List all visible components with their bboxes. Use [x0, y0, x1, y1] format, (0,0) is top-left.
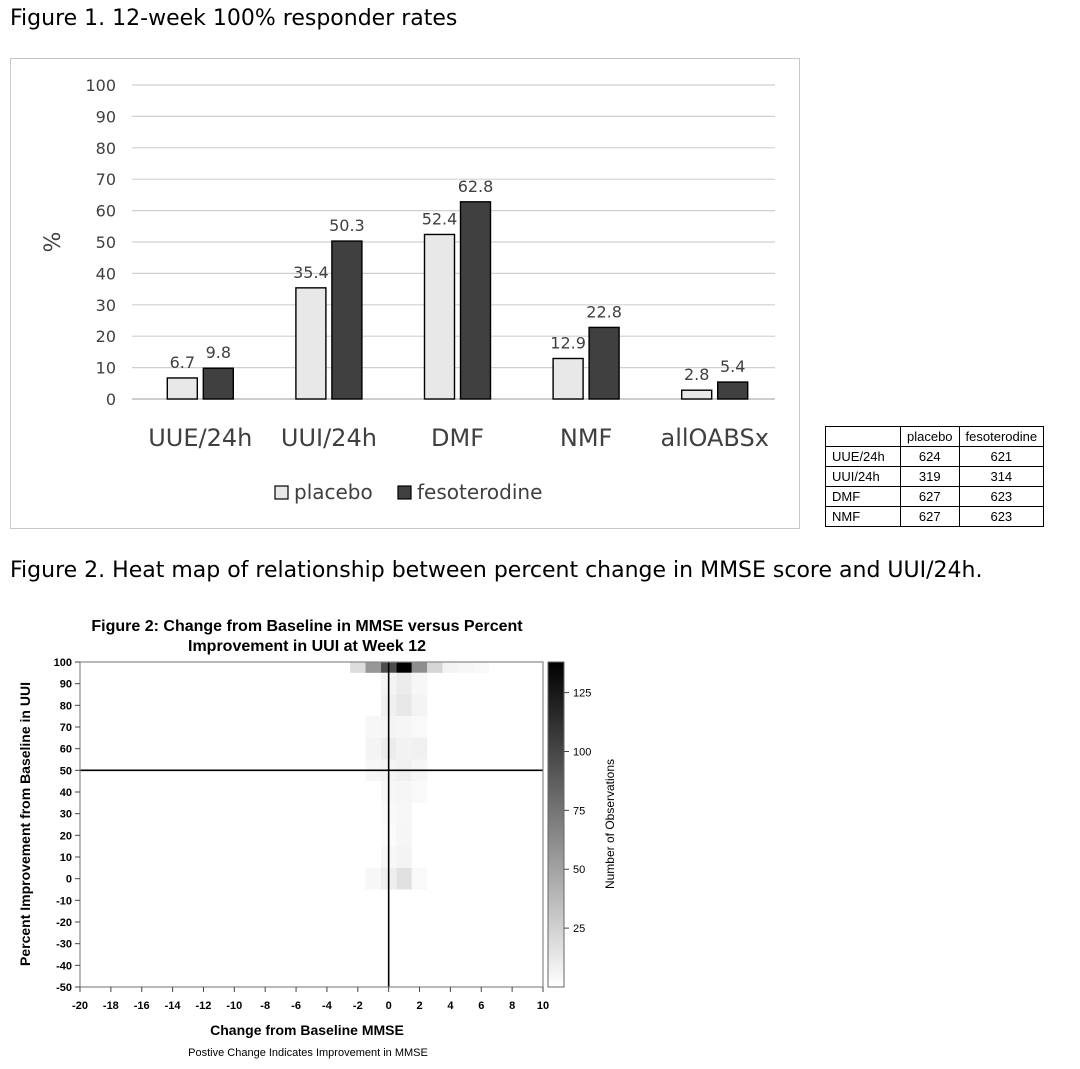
table-cell-placebo: 624	[901, 447, 960, 467]
y-tick-label: 40	[59, 787, 72, 799]
legend-label-placebo: placebo	[294, 480, 373, 504]
heatmap-cell	[396, 738, 411, 760]
bar-data-label: 12.9	[550, 333, 586, 353]
x-tick-label: -10	[226, 1000, 243, 1012]
y-axis-label: %	[41, 231, 66, 253]
x-tick-label: UUI/24h	[280, 424, 377, 452]
x-tick-label: 6	[478, 1000, 485, 1012]
x-tick-label: -8	[260, 1000, 271, 1012]
y-tick-label: 30	[59, 808, 72, 821]
colorbar-tick-label: 125	[573, 687, 592, 700]
table-row	[826, 487, 1044, 507]
heatmap-cell	[396, 673, 411, 695]
legend-label-fesoterodine: fesoterodine	[417, 480, 543, 504]
bar-placebo	[682, 390, 712, 399]
y-tick-label: 50	[95, 233, 116, 252]
colorbar-tick-label: 50	[573, 864, 586, 877]
heatmap-chart	[10, 608, 650, 1063]
table-cell-fesoterodine: 623	[959, 487, 1044, 507]
x-tick-label: NMF	[559, 424, 613, 452]
heatmap-cell	[458, 662, 473, 673]
x-tick-label: -18	[102, 1000, 119, 1012]
bar-fesoterodine	[589, 327, 619, 399]
x-axis-label: Change from Baseline MMSE	[210, 1022, 404, 1038]
y-tick-label: -40	[56, 960, 72, 973]
table-row	[826, 507, 1044, 527]
heatmap-cell	[366, 716, 381, 738]
heatmap-cell	[412, 781, 427, 803]
y-tick-label: 20	[95, 327, 116, 347]
bar-data-label: 2.8	[683, 365, 710, 385]
figure-1-caption: Figure 1. 12-week 100% responder rates	[10, 6, 458, 31]
table-row-label: NMF	[826, 507, 901, 527]
figure-2-caption: Figure 2. Heat map of relationship between percent change in MMSE score and UUI/24h.	[10, 558, 983, 583]
colorbar-tick-label: 75	[573, 805, 586, 818]
y-tick-label: 10	[59, 852, 72, 864]
colorbar-tick-label: 100	[573, 746, 592, 759]
x-tick-label: -4	[322, 1000, 332, 1012]
x-tick-label: 0	[385, 1000, 392, 1012]
heatmap-cell	[412, 716, 427, 738]
heatmap-cell	[396, 716, 411, 738]
heatmap-cell	[412, 738, 427, 760]
heatmap-cell	[443, 662, 458, 673]
x-tick-label: DMF	[431, 424, 484, 452]
x-tick-label: -14	[164, 1000, 181, 1012]
y-tick-label: -20	[56, 917, 72, 929]
heatmap-cell	[350, 662, 365, 673]
table-row-label: UUE/24h	[826, 447, 901, 467]
table-cell-fesoterodine: 623	[959, 507, 1044, 527]
bar-data-label: 52.4	[421, 209, 458, 229]
bar-data-label: 5.4	[719, 357, 746, 377]
legend-swatch-fesoterodine	[398, 486, 411, 499]
bar-fesoterodine	[718, 382, 748, 399]
table-cell-placebo: 319	[901, 467, 960, 487]
y-tick-label: 20	[59, 830, 72, 843]
y-tick-label: 50	[59, 765, 72, 778]
x-tick-label: allOABSx	[660, 424, 769, 452]
bar-placebo	[553, 358, 583, 399]
x-tick-label: UUE/24h	[148, 424, 253, 452]
heatmap-cell	[396, 868, 411, 890]
bar-data-label: 62.8	[457, 176, 494, 196]
heatmap-cell	[412, 662, 427, 673]
heatmap-cell	[396, 781, 411, 803]
y-tick-label: 70	[59, 722, 72, 734]
y-tick-label: 80	[95, 138, 116, 158]
bar-fesoterodine	[332, 241, 362, 399]
x-tick-label: -6	[291, 1000, 301, 1012]
table-header-placebo: placebo	[901, 427, 960, 447]
table-header-row	[826, 427, 1044, 447]
table-header-empty	[826, 427, 901, 447]
colorbar	[548, 662, 564, 987]
y-tick-label: -10	[56, 895, 72, 908]
x-tick-label: -20	[72, 1000, 88, 1012]
y-tick-label: 60	[95, 201, 116, 221]
x-tick-label: 2	[416, 1000, 423, 1012]
colorbar-label: Number of Observations	[603, 758, 617, 890]
bar-data-label: 50.3	[329, 216, 365, 236]
table-row	[826, 447, 1044, 467]
y-tick-label: 0	[105, 390, 116, 409]
x-tick-label: 8	[509, 1000, 516, 1012]
y-tick-label: 70	[95, 170, 116, 190]
x-tick-label: -16	[133, 1000, 150, 1012]
x-tick-label: 10	[536, 1000, 550, 1012]
table-cell-fesoterodine: 621	[959, 447, 1044, 467]
bar-data-label: 22.8	[586, 302, 622, 322]
bar-placebo	[167, 378, 197, 399]
bar-fesoterodine	[461, 202, 491, 399]
heatmap-cell	[396, 846, 411, 868]
heatmap-cell	[474, 662, 489, 673]
y-axis-label: Percent Improvement from Baseline in UUI	[17, 682, 33, 966]
x-tick-label: 4	[447, 1000, 454, 1012]
sample-size-table	[825, 426, 1044, 527]
heatmap-title-line-1: Figure 2: Change from Baseline in MMSE versus Percent	[91, 618, 523, 635]
bar-data-label: 9.8	[205, 343, 232, 363]
heatmap-cell	[366, 662, 381, 673]
colorbar-tick-label: 25	[573, 923, 586, 936]
heatmap-cell	[366, 868, 381, 890]
table-header-fesoterodine: fesoterodine	[959, 427, 1044, 447]
x-tick-label: -2	[352, 1000, 363, 1012]
y-tick-label: 100	[85, 76, 116, 95]
heatmap-cell	[396, 803, 411, 825]
heatmap-cell	[412, 673, 427, 695]
bar-data-label: 35.4	[293, 262, 329, 282]
y-tick-label: 80	[59, 700, 72, 713]
y-tick-label: 40	[95, 264, 116, 284]
table-cell-placebo: 627	[901, 507, 960, 527]
y-tick-label: 100	[53, 657, 72, 669]
heatmap-cell	[412, 868, 427, 890]
x-axis-note: Postive Change Indicates Improvement in MMSE	[188, 1047, 428, 1059]
heatmap-cell	[396, 825, 411, 847]
heatmap-cell	[412, 695, 427, 717]
heatmap-title-line-2: Improvement in UUI at Week 12	[188, 638, 426, 655]
bar-chart	[10, 58, 800, 529]
heatmap-cell	[396, 662, 411, 673]
table-cell-placebo: 627	[901, 487, 960, 507]
table-row-label: UUI/24h	[826, 467, 901, 487]
y-tick-label: 0	[65, 873, 72, 886]
y-tick-label: 10	[95, 358, 116, 378]
bar-fesoterodine	[203, 368, 233, 399]
heatmap-cell	[366, 738, 381, 760]
table-row-label: DMF	[826, 487, 901, 507]
y-tick-label: 90	[95, 107, 116, 127]
y-tick-label: 90	[59, 678, 72, 691]
table-cell-fesoterodine: 314	[959, 467, 1044, 487]
table-row	[826, 467, 1044, 487]
x-tick-label: -12	[195, 1000, 212, 1012]
y-tick-label: 30	[95, 295, 116, 315]
bar-data-label: 6.7	[169, 352, 196, 372]
heatmap-cell	[427, 662, 442, 673]
y-tick-label: -50	[56, 982, 72, 994]
y-tick-label: 60	[59, 743, 72, 756]
plot-area	[80, 662, 543, 987]
bar-placebo	[296, 288, 326, 399]
legend-swatch-placebo	[275, 486, 288, 499]
bar-placebo	[425, 234, 455, 399]
y-tick-label: -30	[56, 938, 72, 951]
heatmap-cell	[396, 695, 411, 717]
